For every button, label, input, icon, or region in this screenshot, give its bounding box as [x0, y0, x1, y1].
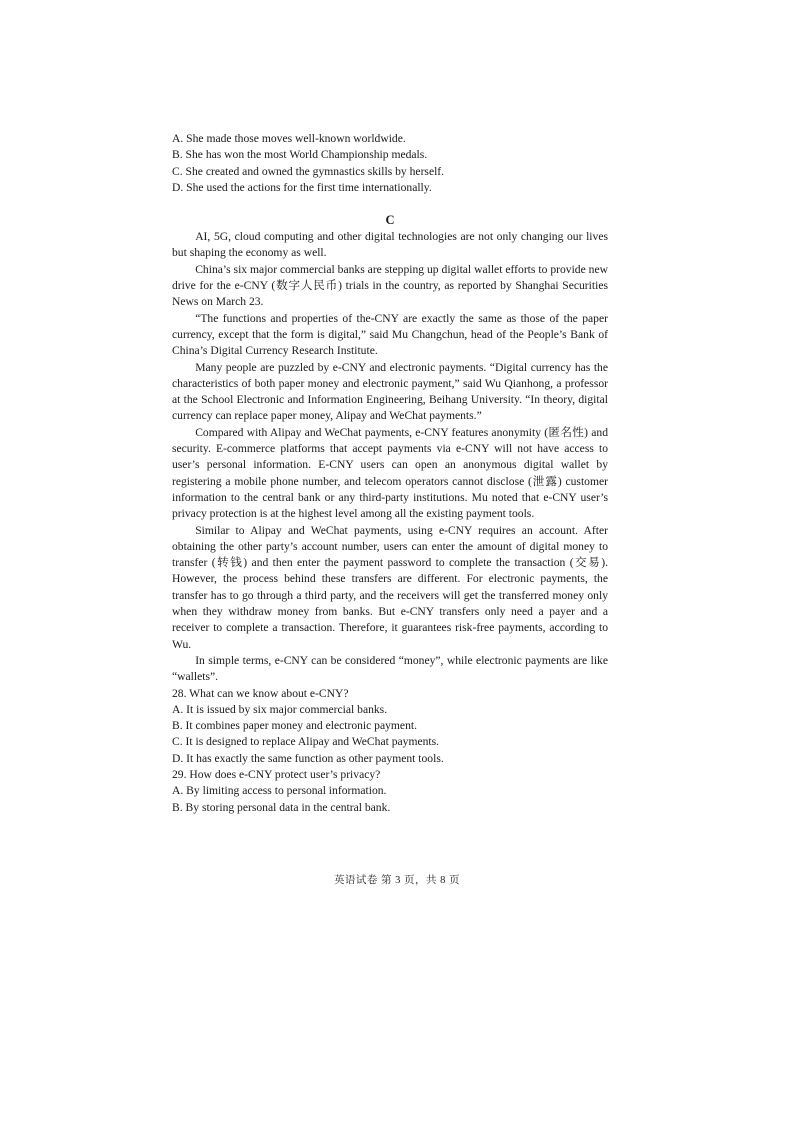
reading-passage — [172, 229, 608, 685]
passage-paragraph: “The functions and properties of the-CNY are exactly the same as those of the paper currency, except that the form is digital,” said Mu Changchun, head of the People’s Bank of China’s Digital Currency Research Institute. — [172, 311, 608, 358]
option-d: D. She used the actions for the first time internationally. — [172, 180, 432, 194]
page-content — [172, 131, 608, 816]
passage-paragraph: AI, 5G, cloud computing and other digital technologies are not only changing our lives but shaping the economy as well. — [172, 230, 608, 260]
passage-paragraph: Many people are puzzled by e-CNY and electronic payments. “Digital currency has the characteristics of both paper money and electronic payment,” said Wu Qianhong, a professor at the School Electronic and Information Engineering, Beihang University. “In theory, digital currency can replace paper money, Alipay and WeChat payments.” — [172, 360, 608, 423]
question-stem: 28. What can we know about e-CNY? — [172, 686, 349, 700]
option-a: A. She made those moves well-known worldwide. — [172, 132, 406, 145]
question-stem: 29. How does e-CNY protect user’s privacy? — [172, 767, 381, 781]
option-b: B. It combines paper money and electronic payment. — [172, 719, 417, 733]
passage-paragraph: Compared with Alipay and WeChat payments, e-CNY features anonymity (匿名性) and security. E-commerce platforms that accept payments via e-CNY will not have access to user’s personal information. E-CNY users can open an anonymous digital wallet by registering a mobile phone number, and telecom operators cannot disclose (泄露) customer information to the central bank or any third-party institutions. Mu noted that e-CNY user’s privacy protection is at the highest level among all the existing payment tools. — [172, 425, 608, 521]
page-footer: 英语试卷 第 3 页，共 8 页 — [333, 875, 461, 886]
passage-paragraph: In simple terms, e-CNY can be considered “money”, while electronic payments are like “wallets”. — [172, 653, 608, 684]
option-a: A. By limiting access to personal information. — [172, 784, 387, 798]
previous-question-options — [172, 131, 608, 196]
option-a: A. It is issued by six major commercial banks. — [172, 702, 388, 716]
question-29 — [172, 767, 608, 816]
option-b: B. She has won the most World Championship medals. — [172, 148, 428, 162]
option-c: C. She created and owned the gymnastics skills by herself. — [172, 164, 445, 178]
passage-paragraph: Similar to Alipay and WeChat payments, using e-CNY requires an account. After obtaining the other party’s account number, users can enter the amount of digital money to transfer (转钱) and then enter the payment password to complete the transaction (交易). However, the process behind these transfers are different. For electronic payments, the transfer has to go through a third party, and the receivers will get the transferred money only when they withdraw money from banks. But e-CNY transfers only need a payer and a receiver to complete a transaction. Therefore, it guarantees risk-free payments, according to Wu. — [172, 523, 608, 651]
option-c: C. It is designed to replace Alipay and WeChat payments. — [172, 735, 440, 749]
option-d: D. It has exactly the same function as other payment tools. — [172, 751, 444, 765]
passage-paragraph: China’s six major commercial banks are stepping up digital wallet efforts to provide new drive for the e-CNY (数字人民币) trials in the country, as reported by Shanghai Securities News on March 23. — [172, 262, 608, 309]
option-b: B. By storing personal data in the central bank. — [172, 800, 391, 814]
section-title: C — [385, 213, 395, 228]
question-28 — [172, 686, 608, 767]
